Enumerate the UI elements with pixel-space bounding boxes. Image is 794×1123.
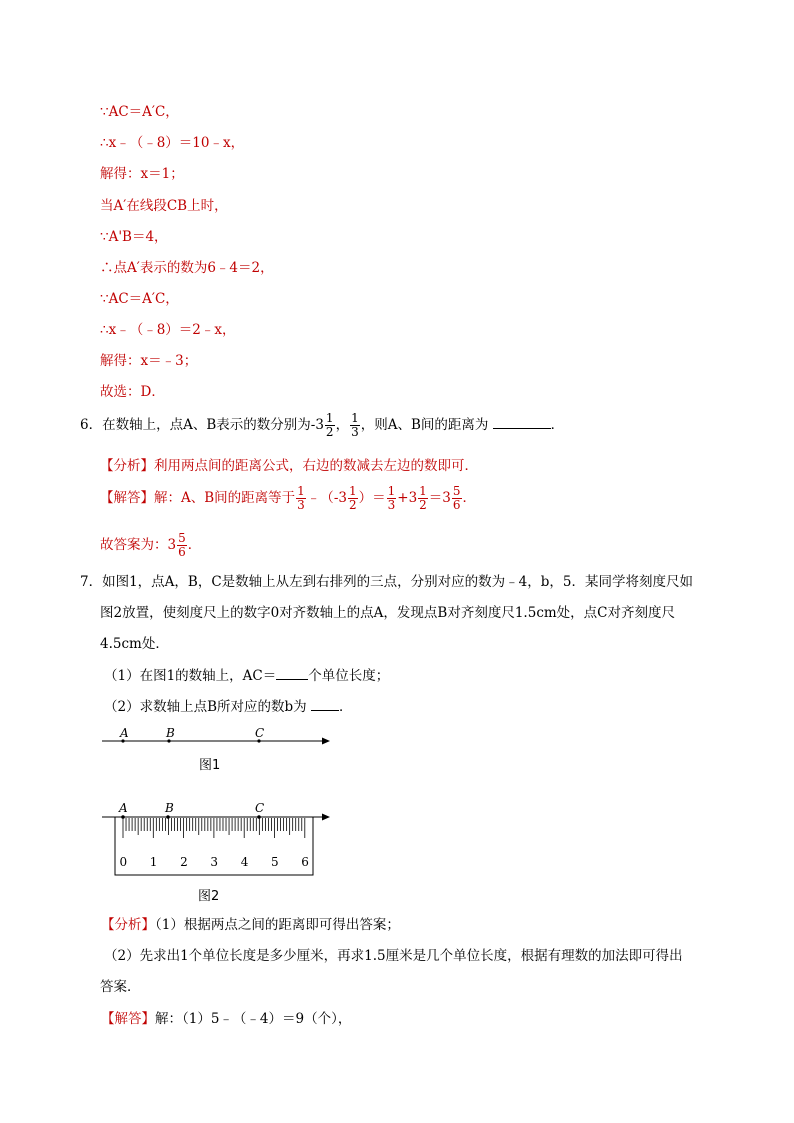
- question-7-part-2: （2）求数轴上点B所对应的数b为 ．: [104, 696, 352, 717]
- label-a: A: [119, 801, 128, 815]
- ruler-number: 5: [271, 855, 279, 869]
- point-b-marker: [166, 815, 170, 819]
- solution-line: ∴点A′表示的数为6﹣4＝2，: [100, 260, 274, 276]
- solution-line: ∵AC＝A′C，: [100, 104, 179, 120]
- figure-1-number-line: [96, 726, 336, 752]
- label-a: A: [120, 726, 129, 740]
- answer-line: 【解答】解：A、B间的距离等于 $\frac{1}{3}$ ﹣（-3 $\frac{1}{2}$ ）＝ $\frac{1}{3}$ +3 $\frac{1}{2}$ ＝3 $\frac{5}{6}$ ．: [100, 484, 477, 512]
- ruler-number: 0: [119, 855, 128, 869]
- figure-2-caption: 图2: [198, 889, 220, 904]
- label-b: B: [165, 801, 174, 815]
- analysis-line: 【分析】（1）根据两点之间的距离即可得出答案；: [101, 917, 400, 933]
- ruler-number: 4: [240, 855, 249, 869]
- ruler-number: 3: [210, 855, 219, 869]
- figure-2-ruler: [96, 798, 336, 880]
- answer-line: 【解答】解：（1）5﹣（﹣4）＝9（个），: [101, 1011, 352, 1027]
- final-answer-line: 故答案为：3 $\frac{5}{6}$ ．: [100, 531, 202, 559]
- question-7-line: 7．如图1，点A，B，C是数轴上从左到右排列的三点，分别对应的数为﹣4，b，5．某同学将刻度尺如: [80, 574, 693, 590]
- answer-tag: 【解答】: [100, 490, 154, 506]
- ruler-number: 2: [180, 855, 188, 869]
- ruler-number: 1: [149, 855, 158, 869]
- analysis-tag: 【分析】: [101, 917, 155, 933]
- answer-blank: [493, 414, 551, 429]
- label-c: C: [255, 726, 265, 740]
- fraction: $\frac{1}{2}$: [325, 411, 334, 439]
- point-a-marker: [121, 815, 125, 819]
- answer-blank: [276, 665, 308, 680]
- question-7-part-1: （1）在图1的数轴上，AC＝ 个单位长度；: [104, 665, 389, 686]
- solution-line: 故选：D．: [100, 384, 165, 400]
- fraction: $\frac{1}{3}$: [351, 411, 359, 439]
- solution-line: 解得：x＝1；: [100, 166, 184, 182]
- analysis-line: 答案．: [100, 979, 141, 995]
- analysis-line: [100, 456, 478, 476]
- analysis-text: 利用两点间的距离公式，右边的数减去左边的数即可．: [154, 458, 478, 474]
- solution-line: 解得：x＝﹣3；: [100, 353, 198, 369]
- solution-line: 当A′在线段CB上时，: [100, 198, 228, 214]
- label-c: C: [255, 801, 265, 815]
- solution-line: ∴x﹣（﹣8）＝10﹣x，: [100, 135, 245, 151]
- point-c-marker: [257, 815, 261, 819]
- solution-line: ∴x﹣（﹣8）＝2﹣x，: [100, 322, 236, 338]
- question-7-line: 4.5cm处．: [100, 636, 169, 652]
- ruler-ticks: [123, 818, 305, 838]
- analysis-tag: 【分析】: [100, 458, 154, 474]
- solution-line: ∵AC＝A′C，: [100, 291, 179, 307]
- answer-blank: [311, 696, 339, 711]
- figure-1-caption: 图1: [199, 758, 221, 773]
- solution-line: ∵A'B＝4，: [100, 229, 168, 245]
- label-b: B: [166, 726, 175, 740]
- question-7-line: 图2放置，使刻度尺上的数字0对齐数轴上的点A，发现点B对齐刻度尺1.5cm处，点C对齐刻度尺: [100, 605, 676, 621]
- question-text: 6．在数轴上，点A、B表示的数分别为: [80, 417, 311, 433]
- ruler-number: 6: [301, 855, 309, 869]
- answer-tag: 【解答】: [101, 1011, 155, 1027]
- ruler-numbers: [120, 855, 309, 869]
- analysis-line: （2）先求出1个单位长度是多少厘米，再求1.5厘米是几个单位长度，根据有理数的加法即可得出: [104, 948, 683, 964]
- mixed-number-whole: -3: [310, 417, 324, 433]
- question-6: 6．在数轴上，点A、B表示的数分别为-3 $\frac{1}{2}$ ， $\frac{1}{3}$ ，则A、B间的距离为 ．: [80, 411, 565, 439]
